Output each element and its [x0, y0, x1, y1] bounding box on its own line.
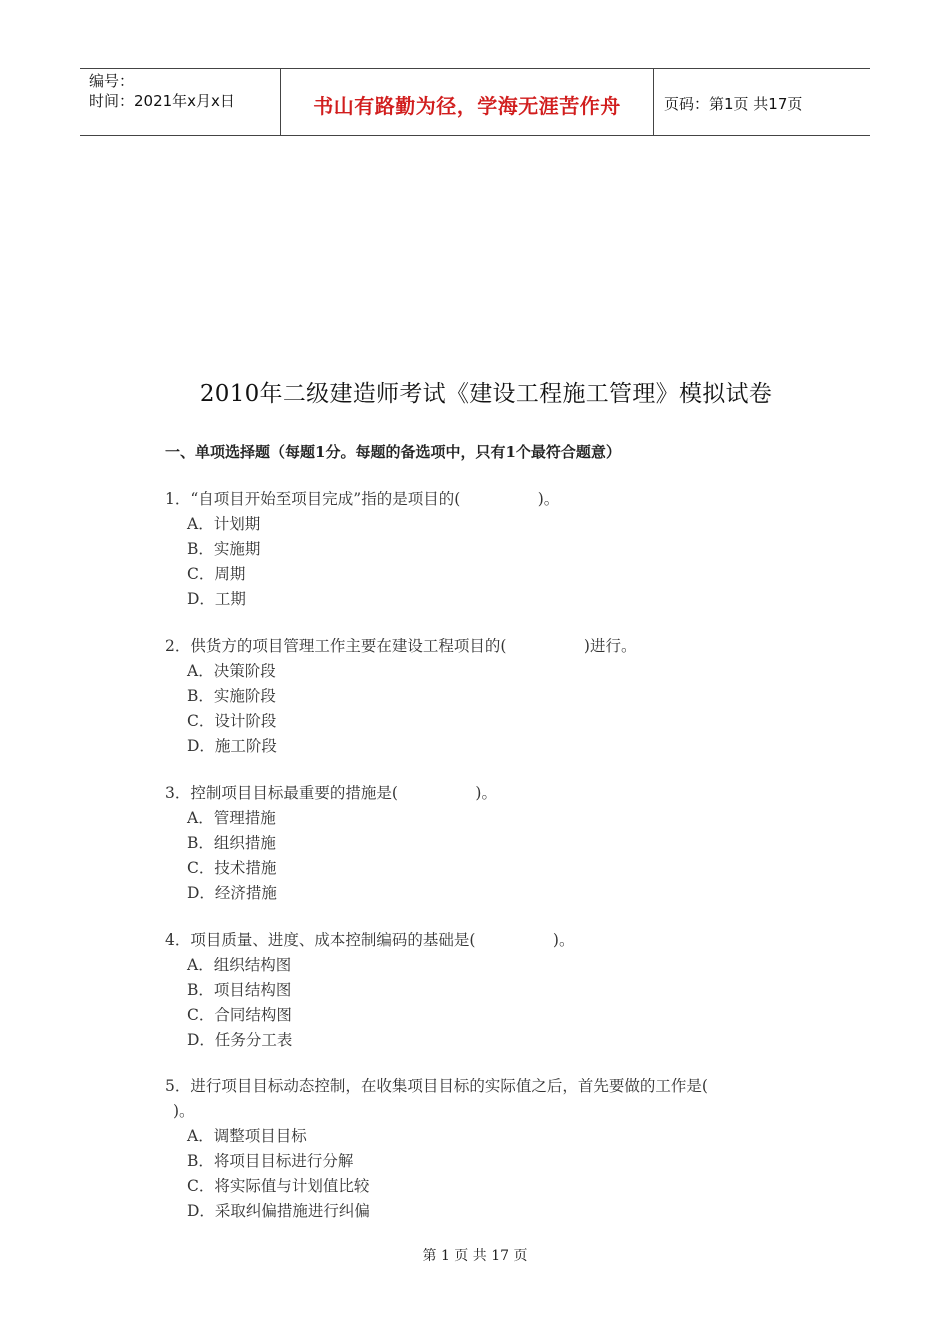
- question-2: [165, 634, 636, 759]
- option-a: A．调整项目目标: [187, 1127, 307, 1145]
- section-heading: 一、单项选择题（每题1分。每题的备选项中，只有1个最符合题意）: [165, 443, 621, 461]
- header-page-info: 页码：第1页 共17页: [664, 94, 803, 113]
- question-stem: 1．“自项目开始至项目完成”指的是项目的( )。: [165, 490, 560, 508]
- option-d: D．施工阶段: [187, 737, 277, 755]
- page-header: [80, 68, 870, 136]
- option-c: C．设计阶段: [187, 712, 277, 730]
- option-d: D．工期: [187, 590, 246, 608]
- option-d: D．任务分工表: [187, 1031, 293, 1049]
- question-3: [165, 781, 497, 906]
- option-d: D．经济措施: [187, 884, 277, 902]
- question-stem: 5．进行项目目标动态控制，在收集项目目标的实际值之后，首先要做的工作是(: [165, 1077, 708, 1095]
- number-label: 编号：: [89, 72, 135, 90]
- option-b: B．将项目目标进行分解: [187, 1152, 354, 1170]
- option-a: A．决策阶段: [187, 662, 276, 680]
- header-meta: [80, 69, 281, 135]
- option-b: B．组织措施: [187, 834, 276, 852]
- page-footer: 第 1 页 共 17 页: [422, 1248, 528, 1264]
- question-4: [165, 928, 574, 1053]
- option-a: A．组织结构图: [187, 956, 292, 974]
- question-stem: 4．项目质量、进度、成本控制编码的基础是( )。: [165, 931, 575, 949]
- header-motto: 书山有路勤为径，学海无涯苦作舟: [281, 69, 654, 135]
- time-label: 时间：2021年x月x日: [89, 92, 235, 110]
- document-title: 2010年二级建造师考试《建设工程施工管理》模拟试卷: [199, 381, 773, 407]
- question-5: [165, 1074, 708, 1224]
- question-stem: 2．供货方的项目管理工作主要在建设工程项目的( )进行。: [165, 637, 637, 655]
- option-a: A．计划期: [187, 515, 261, 533]
- option-c: C．周期: [187, 565, 246, 583]
- option-b: B．项目结构图: [187, 981, 292, 999]
- option-b: B．实施阶段: [187, 687, 276, 705]
- question-stem-continuation: )。: [173, 1102, 195, 1120]
- option-d: D．采取纠偏措施进行纠偏: [187, 1202, 370, 1220]
- option-a: A．管理措施: [187, 809, 276, 827]
- option-c: C．将实际值与计划值比较: [187, 1177, 370, 1195]
- question-stem: 3．控制项目目标最重要的措施是( )。: [165, 784, 497, 802]
- option-c: C．技术措施: [187, 859, 277, 877]
- option-c: C．合同结构图: [187, 1006, 292, 1024]
- option-b: B．实施期: [187, 540, 261, 558]
- question-1: [165, 487, 559, 612]
